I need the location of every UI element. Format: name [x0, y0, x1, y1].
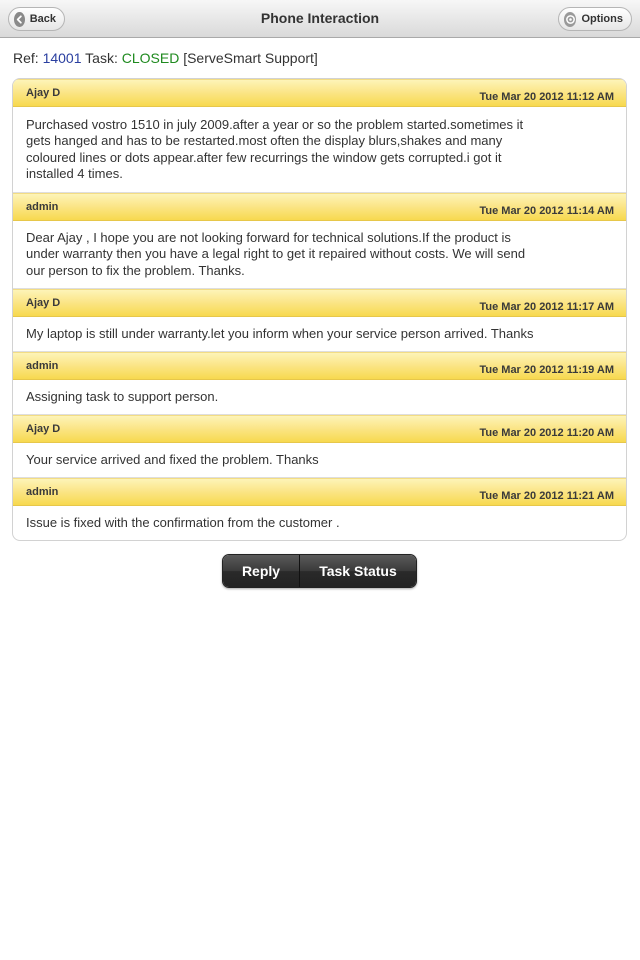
message-timestamp: Tue Mar 20 2012 11:12 AM — [479, 91, 614, 103]
task-reference-line — [13, 50, 318, 66]
reply-button[interactable]: Reply — [223, 555, 300, 587]
gear-icon — [564, 12, 576, 27]
message-timestamp: Tue Mar 20 2012 11:14 AM — [479, 205, 614, 217]
message-author: admin — [26, 201, 59, 213]
message-text: Your service arrived and fixed the problem. Thanks — [26, 451, 319, 467]
message-author: Ajay D — [26, 297, 61, 309]
message-thread — [12, 78, 627, 541]
message-body — [13, 506, 626, 540]
message-body — [13, 380, 626, 415]
options-button[interactable] — [558, 7, 632, 31]
message-text: Issue is fixed with the confirmation from the customer . — [26, 514, 340, 530]
back-button-label: Back — [29, 13, 56, 25]
message-header — [13, 478, 626, 506]
action-segmented-control — [222, 554, 417, 588]
message-item — [13, 79, 626, 193]
page-title: Phone Interaction — [260, 10, 380, 26]
task-status-value: CLOSED — [121, 50, 180, 66]
message-header — [13, 415, 626, 443]
message-text: Assigning task to support person. — [26, 388, 219, 404]
task-status-button[interactable]: Task Status — [300, 555, 416, 587]
message-body — [13, 221, 626, 289]
ref-number: 14001 — [42, 50, 82, 66]
support-group: [ServeSmart Support] — [183, 50, 318, 66]
message-item — [13, 193, 626, 289]
message-body — [13, 107, 626, 193]
ref-label: Ref: — [13, 50, 39, 66]
message-header — [13, 289, 626, 317]
message-text: My laptop is still under warranty.let you inform when your service person arrived. Thanks — [26, 325, 534, 341]
message-header — [13, 79, 626, 107]
message-timestamp: Tue Mar 20 2012 11:19 AM — [479, 364, 614, 376]
message-text: Dear Ajay , I hope you are not looking forward for technical solutions.If the product is under warranty then you have a legal right to get it repaired without costs. We will send our person to fix the problem. Thanks. — [26, 229, 526, 278]
message-timestamp: Tue Mar 20 2012 11:20 AM — [479, 427, 614, 439]
message-timestamp: Tue Mar 20 2012 11:21 AM — [479, 490, 614, 502]
message-text: Purchased vostro 1510 in july 2009.after a year or so the problem started.sometimes it gets hanged and has to be restarted.most often the display blurs,shakes and many coloured lines or dots appear.after few recurrings the window gets corrupted.i got it installed 4 times. — [26, 116, 524, 181]
message-author: admin — [26, 360, 59, 372]
message-header — [13, 352, 626, 380]
message-body — [13, 443, 626, 478]
message-author: Ajay D — [26, 423, 61, 435]
message-body — [13, 317, 626, 352]
message-item — [13, 289, 626, 352]
message-timestamp: Tue Mar 20 2012 11:17 AM — [479, 301, 614, 313]
message-item — [13, 415, 626, 478]
message-item — [13, 352, 626, 415]
task-label: Task: — [85, 50, 118, 66]
message-header — [13, 193, 626, 221]
message-author: Ajay D — [26, 87, 61, 99]
message-item — [13, 478, 626, 540]
message-author: admin — [26, 486, 59, 498]
navigation-bar — [0, 0, 640, 38]
options-button-label: Options — [581, 13, 623, 25]
